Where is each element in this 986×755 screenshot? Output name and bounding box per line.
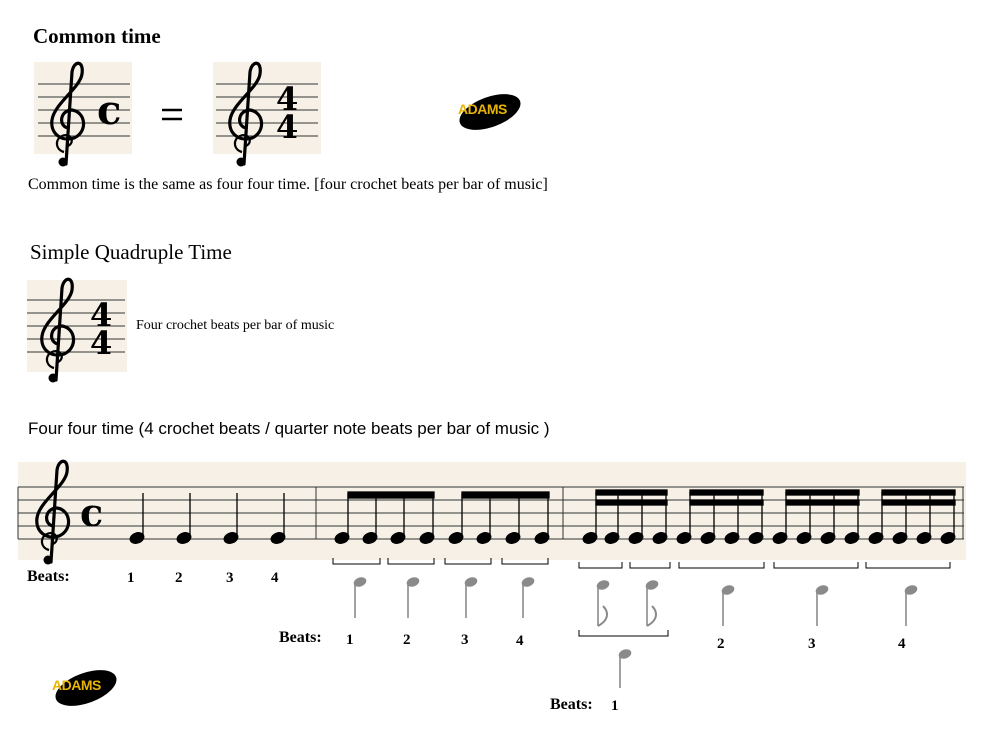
beat-number: 2 [717,636,725,652]
beat-number: 1 [127,570,135,586]
grouping-bracket [579,630,668,636]
common-time-symbol: c [80,490,104,535]
main-staff [18,461,966,564]
simple-quadruple-heading: Simple Quadruple Time [30,240,232,264]
logo-text: ADAMS [458,101,507,117]
bar2-beat-numbers [346,632,524,649]
beat-number: 4 [898,636,906,652]
adams-logo-top [455,87,525,137]
simple-quadruple-staff [27,279,127,382]
beam [690,490,763,495]
beat-number: 3 [461,632,469,648]
grey-note-flag [598,606,607,626]
common-time-symbol: c [97,87,122,134]
beat-number: 2 [175,570,183,586]
common-time-staff-c [34,62,132,167]
beam [348,492,434,498]
beat-number: 4 [271,570,279,586]
common-time-heading: Common time [33,24,161,48]
grey-note-flag [647,606,656,626]
beats-label-bar2: Beats: [279,629,322,646]
grouping-bracket [630,562,670,568]
beam [596,500,667,505]
simple-quadruple-caption: Four crochet beats per bar of music [136,318,335,333]
beam [786,490,859,495]
grouping-bracket [866,562,950,568]
four-four-heading: Four four time (4 crochet beats / quarter note beats per bar of music ) [28,419,550,438]
beat-number: 3 [226,570,234,586]
time-sig-numerator: 4 [90,296,113,334]
bar3-beat-numbers [611,636,906,714]
grouping-bracket [679,562,764,568]
beam [882,500,955,505]
beat-number: 1 [611,698,619,714]
grouping-bracket [579,562,622,568]
beats-label-bar1: Beats: [27,568,70,585]
bar2-groupings [333,558,548,618]
beat-number: 3 [808,636,816,652]
beam [596,490,667,495]
beam [462,492,549,498]
common-time-description: Common time is the same as four four time. [four crochet beats per bar of music] [28,176,548,193]
beam [690,500,763,505]
beats-label-bar3: Beats: [550,696,593,713]
logo-text: ADAMS [52,677,101,693]
bar1-beat-numbers [127,570,279,586]
time-sig-denominator: 4 [90,324,113,362]
beat-number: 1 [346,632,354,648]
beam [882,490,955,495]
time-sig-numerator: 4 [276,80,299,118]
four-four-staff-small [213,62,321,167]
adams-logo-bottom [51,663,121,713]
beat-number: 4 [516,633,524,649]
beam [786,500,859,505]
beat-number: 2 [403,632,411,648]
time-sig-denominator: 4 [276,108,299,146]
bar3-groupings [579,562,950,688]
equals-sign [162,110,182,119]
grouping-bracket [774,562,858,568]
